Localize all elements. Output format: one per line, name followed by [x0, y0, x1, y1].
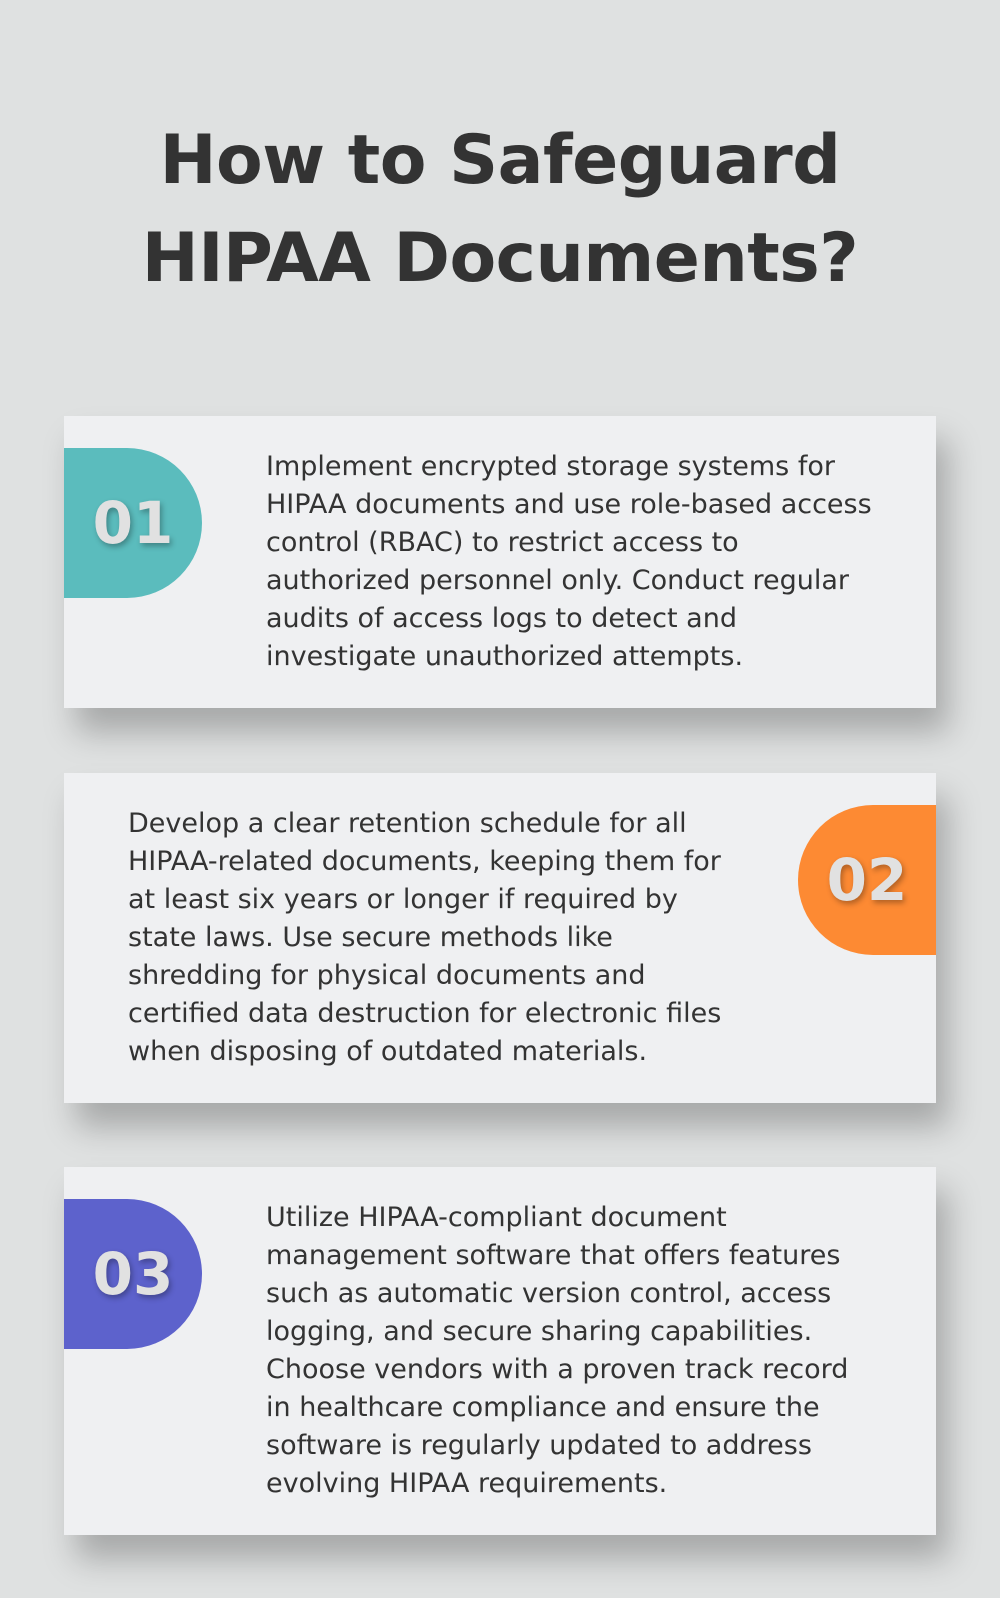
page-title [0, 112, 1000, 308]
step-card-1 [64, 416, 936, 708]
step-description: Implement encrypted storage systems for HIPAA documents and use role-based access control (RBAC) to restrict access to authorized personnel only. Conduct regular audits of access logs to detect and investigate unauthorized attempts. [266, 451, 872, 672]
step-card-2 [64, 773, 936, 1103]
step-number-badge [798, 805, 936, 955]
title-line-1: How to Safeguard [159, 121, 841, 200]
step-number-badge [64, 448, 202, 598]
step-description: Utilize HIPAA-compliant document management software that offers features such as automatic version control, access logging, and secure sharing capabilities. Choose vendors with a proven track record in healthcare compliance and ensure the software is regularly updated to address evolving HIPAA requirements. [266, 1202, 849, 1499]
step-number: 03 [92, 1240, 174, 1308]
step-card-3 [64, 1167, 936, 1535]
title-line-2: HIPAA Documents? [141, 219, 859, 298]
step-number: 02 [826, 846, 908, 914]
step-number-badge [64, 1199, 202, 1349]
step-description: Develop a clear retention schedule for all HIPAA-related documents, keeping them for at least six years or longer if required by state laws. Use secure methods like shredding for physical documents and certified data destruction for electronic files when disposing of outdated materials. [128, 808, 722, 1067]
step-number: 01 [92, 489, 174, 557]
